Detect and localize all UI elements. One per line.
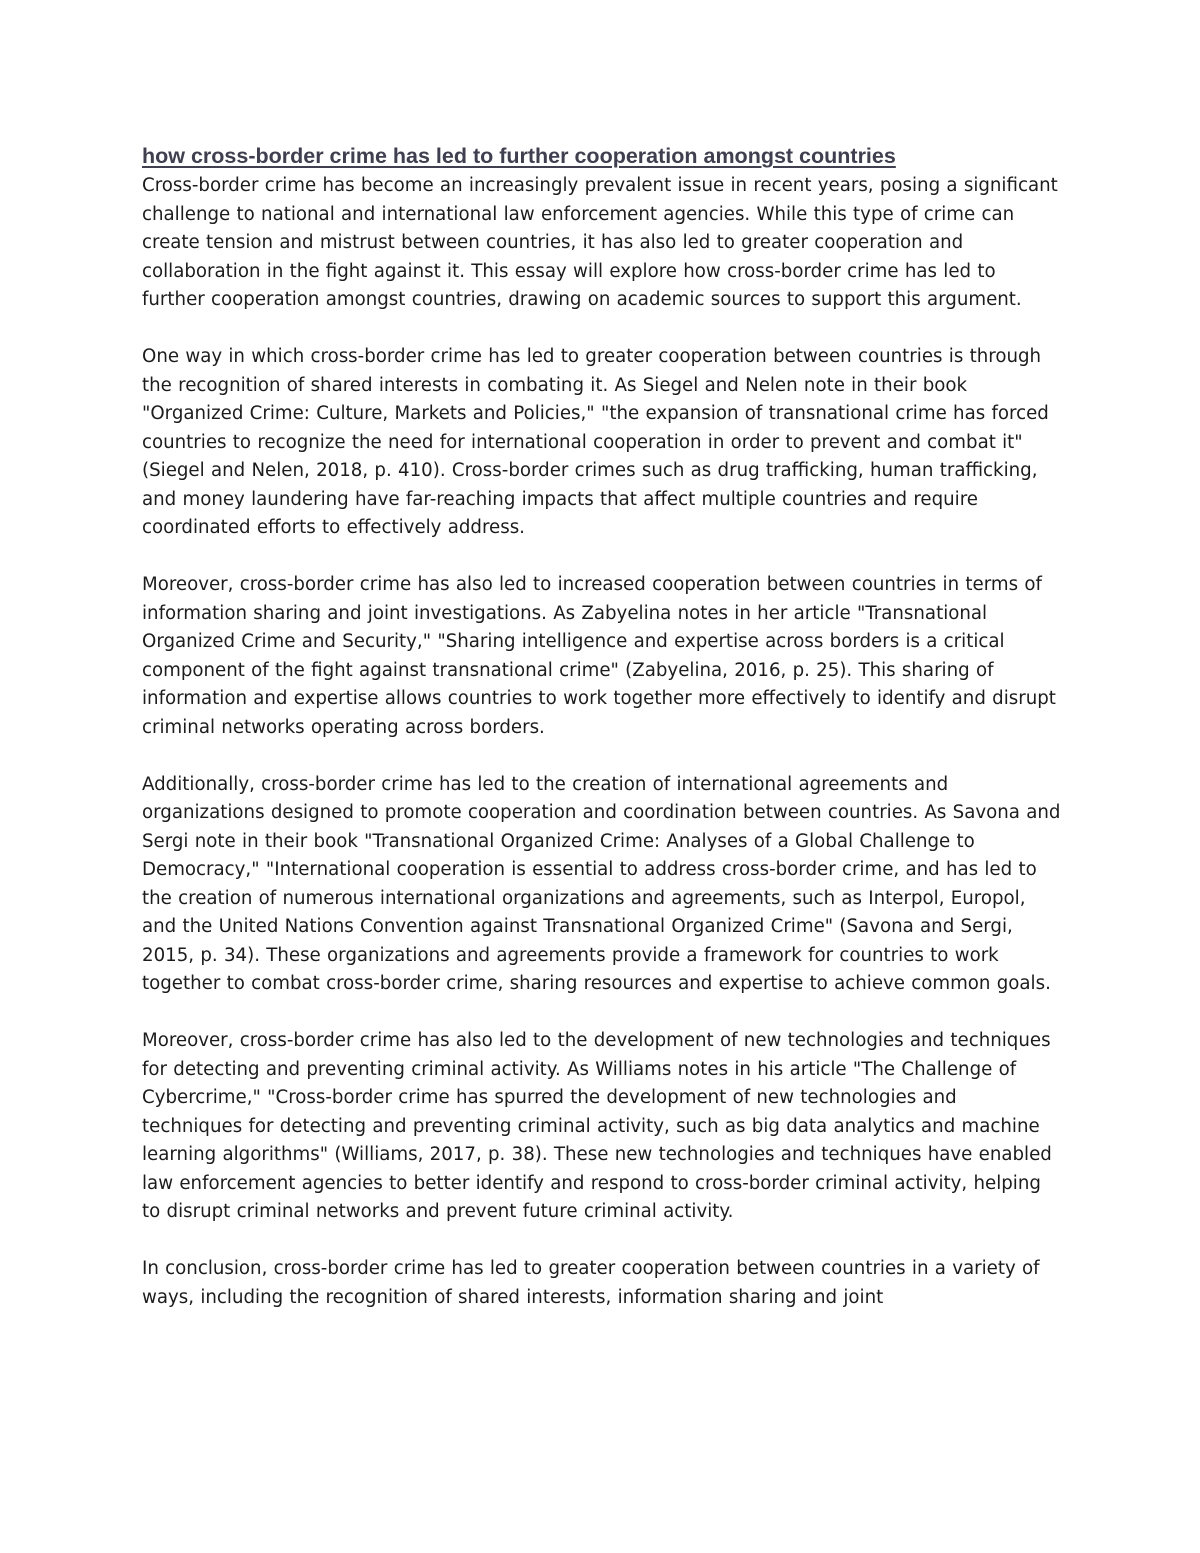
paragraph-new-technologies: Moreover, cross-border crime has also led to the development of new technologies and techniques for detecting and preventing criminal activity. As Williams notes in his article "The Challenge of Cybercrime," "Cross-border crime has spurred the development of new technologies and techniques for detecting and preventing criminal activity, such as big data analytics and machine learning algorithms" (Williams, 2017, p. 38). These new technologies and techniques have enabled law enforcement agencies to better identify and respond to cross-border criminal activity, helping to disrupt criminal networks and prevent future criminal activity. xyxy=(142,1030,1052,1222)
paragraph-introduction: Cross-border crime has become an increasingly prevalent issue in recent years, posing a significant challenge to national and international law enforcement agencies. While this type of crime can create tension and mistrust between countries, it has also led to greater cooperation and collaboration in the fight against it. This essay will explore how cross-border crime has led to further cooperation amongst countries, drawing on academic sources to support this argument. xyxy=(142,175,1058,310)
paragraph-shared-interests: One way in which cross-border crime has led to greater cooperation between countries is through the recognition of shared interests in combating it. As Siegel and Nelen note in their book "Organized Crime: Culture, Markets and Policies," "the expansion of transnational crime has forced countries to recognize the need for international cooperation in order to prevent and combat it" (Siegel and Nelen, 2018, p. 410). Cross-border crimes such as drug trafficking, human trafficking, and money laundering have far-reaching impacts that affect multiple countries and require coordinated efforts to effectively address. xyxy=(142,346,1049,538)
paragraph-international-agreements: Additionally, cross-border crime has led to the creation of international agreements and organizations designed to promote cooperation and coordination between countries. As Savona and Sergi note in their book "Transnational Organized Crime: Analyses of a Global Challenge to Democracy," "International cooperation is essential to address cross-border crime, and has led to the creation of numerous international organizations and agreements, such as Interpol, Europol, and the United Nations Convention against Transnational Organized Crime" (Savona and Sergi, 2015, p. 34). These organizations and agreements provide a framework for countries to work together to combat cross-border crime, sharing resources and expertise to achieve common goals. xyxy=(142,773,1061,994)
document-page xyxy=(142,140,1062,1312)
paragraph-information-sharing: Moreover, cross-border crime has also led to increased cooperation between countries in terms of information sharing and joint investigations. As Zabyelina notes in her article "Transnational Organized Crime and Security," "Sharing intelligence and expertise across borders is a critical component of the fight against transnational crime" (Zabyelina, 2016, p. 25). This sharing of information and expertise allows countries to work together more effectively to identify and disrupt criminal networks operating across borders. xyxy=(142,574,1056,738)
paragraph-conclusion: In conclusion, cross-border crime has led to greater cooperation between countries in a variety of ways, including the recognition of shared interests, information sharing and joint xyxy=(142,1258,1040,1308)
document-title: how cross-border crime has led to further cooperation amongst countries xyxy=(142,144,896,168)
